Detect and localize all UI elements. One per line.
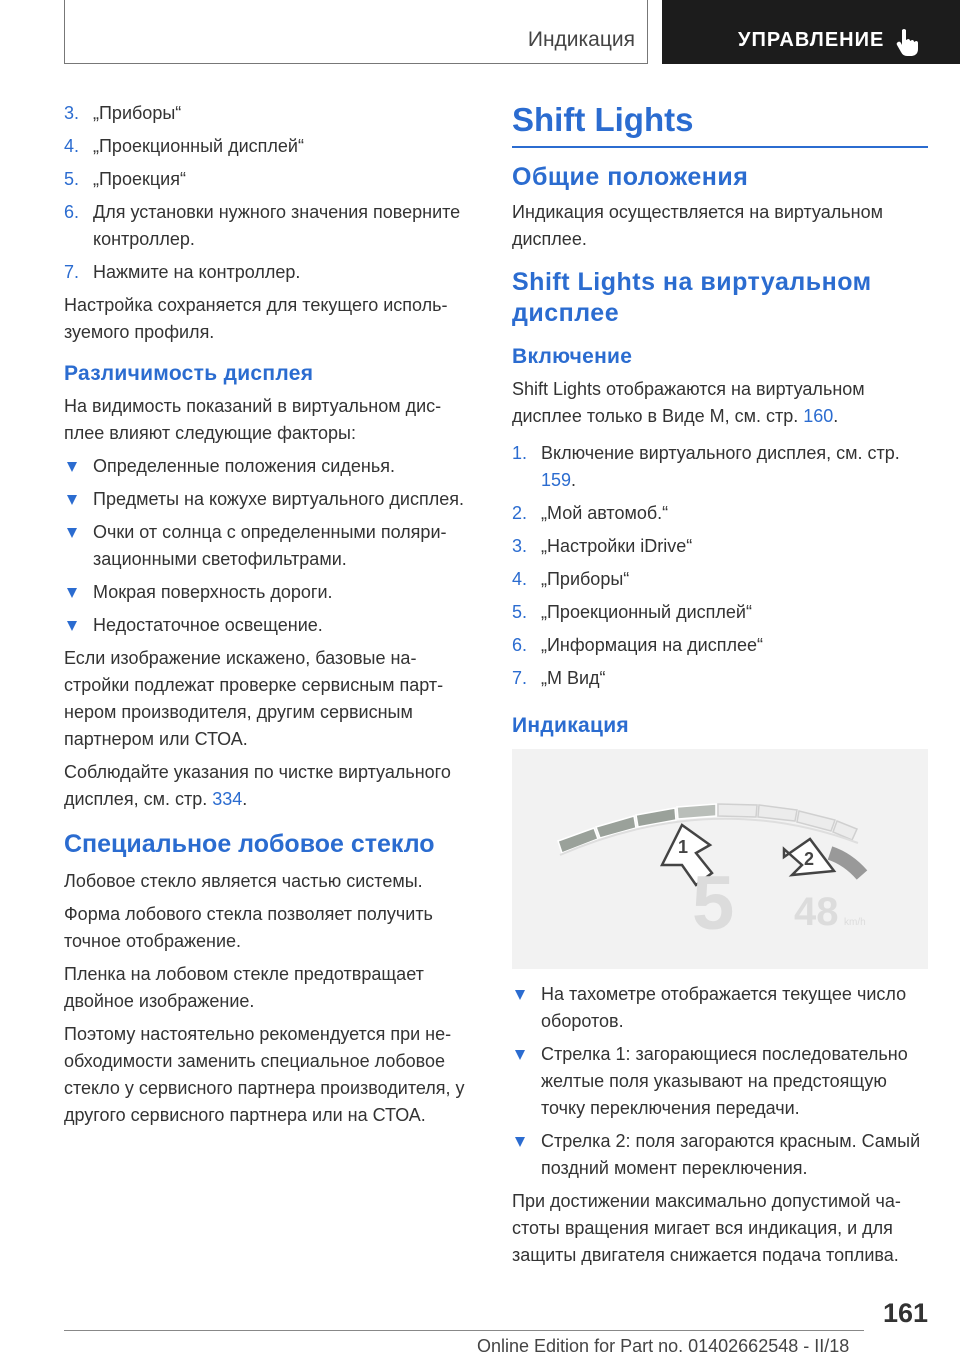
bullet-triangle-icon <box>67 588 77 598</box>
edition-note: Online Edition for Part no. 01402662548 - II/18 <box>477 1336 850 1356</box>
settings-steps <box>64 100 474 286</box>
enable-heading: Включение <box>512 345 633 368</box>
svg-text:1: 1 <box>678 837 689 857</box>
windshield-para: Пленка на лобовом стекле предотвращает двойное изображение. <box>64 964 424 1011</box>
page-link[interactable]: 334 <box>212 789 243 809</box>
list-item: 5. „Проекция“ <box>64 169 186 189</box>
tachometer-illustration <box>512 749 928 969</box>
general-text: Индикация осуществляется на виртуальном дисплее. <box>512 202 883 249</box>
list-item: 1. Включение виртуального дисплея, см. стр. 159. <box>512 443 900 490</box>
bullet-triangle-icon <box>515 1050 525 1060</box>
bullet-triangle-icon <box>67 621 77 631</box>
list-item: Определенные положения сиденья. <box>64 453 474 480</box>
windshield-heading: Специальное лобовое стекло <box>64 830 435 858</box>
cleaning-note: Соблюдайте указания по чистке виртуального дисплея, см. стр. 334. <box>64 762 451 809</box>
left-column <box>64 100 474 1135</box>
visibility-intro: На видимость показаний в виртуальном дисплее влияют следующие факторы: <box>64 396 442 443</box>
list-item: Стрелка 2: поля загораются красным. Самый поздний момент переключения. <box>512 1128 928 1182</box>
bullet-triangle-icon <box>515 1137 525 1147</box>
title-divider <box>512 146 928 148</box>
bullet-triangle-icon <box>515 990 525 1000</box>
gear-indicator: 5 <box>692 861 735 946</box>
factor-list <box>64 453 474 639</box>
enable-text: Shift Lights отображаются на виртуальном дисплее только в Виде M, см. стр. 160. <box>512 379 865 426</box>
list-item: Мокрая поверхность дороги. <box>64 579 474 606</box>
footer-divider <box>64 1330 864 1331</box>
right-column <box>512 100 928 1275</box>
list-item: 6. „Информация на дисплее“ <box>512 635 763 655</box>
bullet-triangle-icon <box>67 528 77 538</box>
page-number: 161 <box>883 1298 929 1328</box>
page-link[interactable]: 160 <box>803 406 834 426</box>
list-item: На тахометре отображается текущее число оборотов. <box>512 981 928 1035</box>
hand-pointer-icon <box>893 28 919 56</box>
list-item: Недостаточное освещение. <box>64 612 474 639</box>
general-heading: Общие положения <box>512 163 749 191</box>
windshield-para: Форма лобового стекла позволяет получить точное отображение. <box>64 904 433 951</box>
list-item: Предметы на кожухе виртуального дисплея. <box>64 486 474 513</box>
page-link[interactable]: 159 <box>541 470 572 490</box>
list-item: 4. „Приборы“ <box>512 569 630 589</box>
list-item: 7. „M Вид“ <box>512 668 606 688</box>
windshield-para: Лобовое стекло является частью системы. <box>64 871 423 891</box>
save-note: Настройка сохраняется для текущего используемого профиля. <box>64 295 448 342</box>
visibility-heading: Различимость дисплея <box>64 362 314 385</box>
list-item: 4. „Проекционный дисплей“ <box>64 136 304 156</box>
list-item: Очки от солнца с определенными поляризационными светофильтрами. <box>64 519 474 573</box>
shift-lights-figure <box>512 749 928 969</box>
list-item: 6. Для установки нужного значения поверните контроллер. <box>64 202 461 249</box>
page-title: Shift Lights <box>512 101 694 138</box>
display-bullets <box>512 981 928 1182</box>
chapter-label: УПРАВЛЕНИЕ <box>738 29 885 51</box>
final-note: При достижении максимально допустимой частоты вращения мигает вся индикация, и для защиты двигателя снижается подача топлива. <box>512 1191 901 1265</box>
list-item: 3. „Настройки iDrive“ <box>512 536 693 556</box>
bullet-triangle-icon <box>67 462 77 472</box>
enable-steps <box>512 440 928 692</box>
svg-text:2: 2 <box>804 849 815 869</box>
windshield-para: Поэтому настоятельно рекомендуется при необходимости заменить специальное лобовое стекло у сервисного партнера производителя, у другого сервисного партнера или на СТОА. <box>64 1024 465 1125</box>
arrow-2-marker <box>784 839 834 875</box>
list-item: Стрелка 1: загорающиеся последовательно желтые поля указывают на предстоящую точку переключения передачи. <box>512 1041 928 1122</box>
list-item: 2. „Мой автомоб.“ <box>512 503 669 523</box>
list-item: 3. „Приборы“ <box>64 103 182 123</box>
bullet-triangle-icon <box>67 495 77 505</box>
distortion-note: Если изображение искажено, базовые настройки подлежат проверке сервисным партнером производителя, другим сервисным партнером или СТОА. <box>64 648 444 749</box>
header-frame <box>64 0 648 64</box>
list-item: 5. „Проекционный дисплей“ <box>512 602 752 622</box>
list-item: 7. Нажмите на контроллер. <box>64 262 301 282</box>
speed-unit: km/h <box>844 917 866 928</box>
virtual-display-heading: Shift Lights на виртуальном дисплее <box>512 268 872 327</box>
section-label: Индикация <box>527 28 635 51</box>
speed-readout: 48 <box>794 890 839 934</box>
display-heading: Индикация <box>512 714 629 737</box>
